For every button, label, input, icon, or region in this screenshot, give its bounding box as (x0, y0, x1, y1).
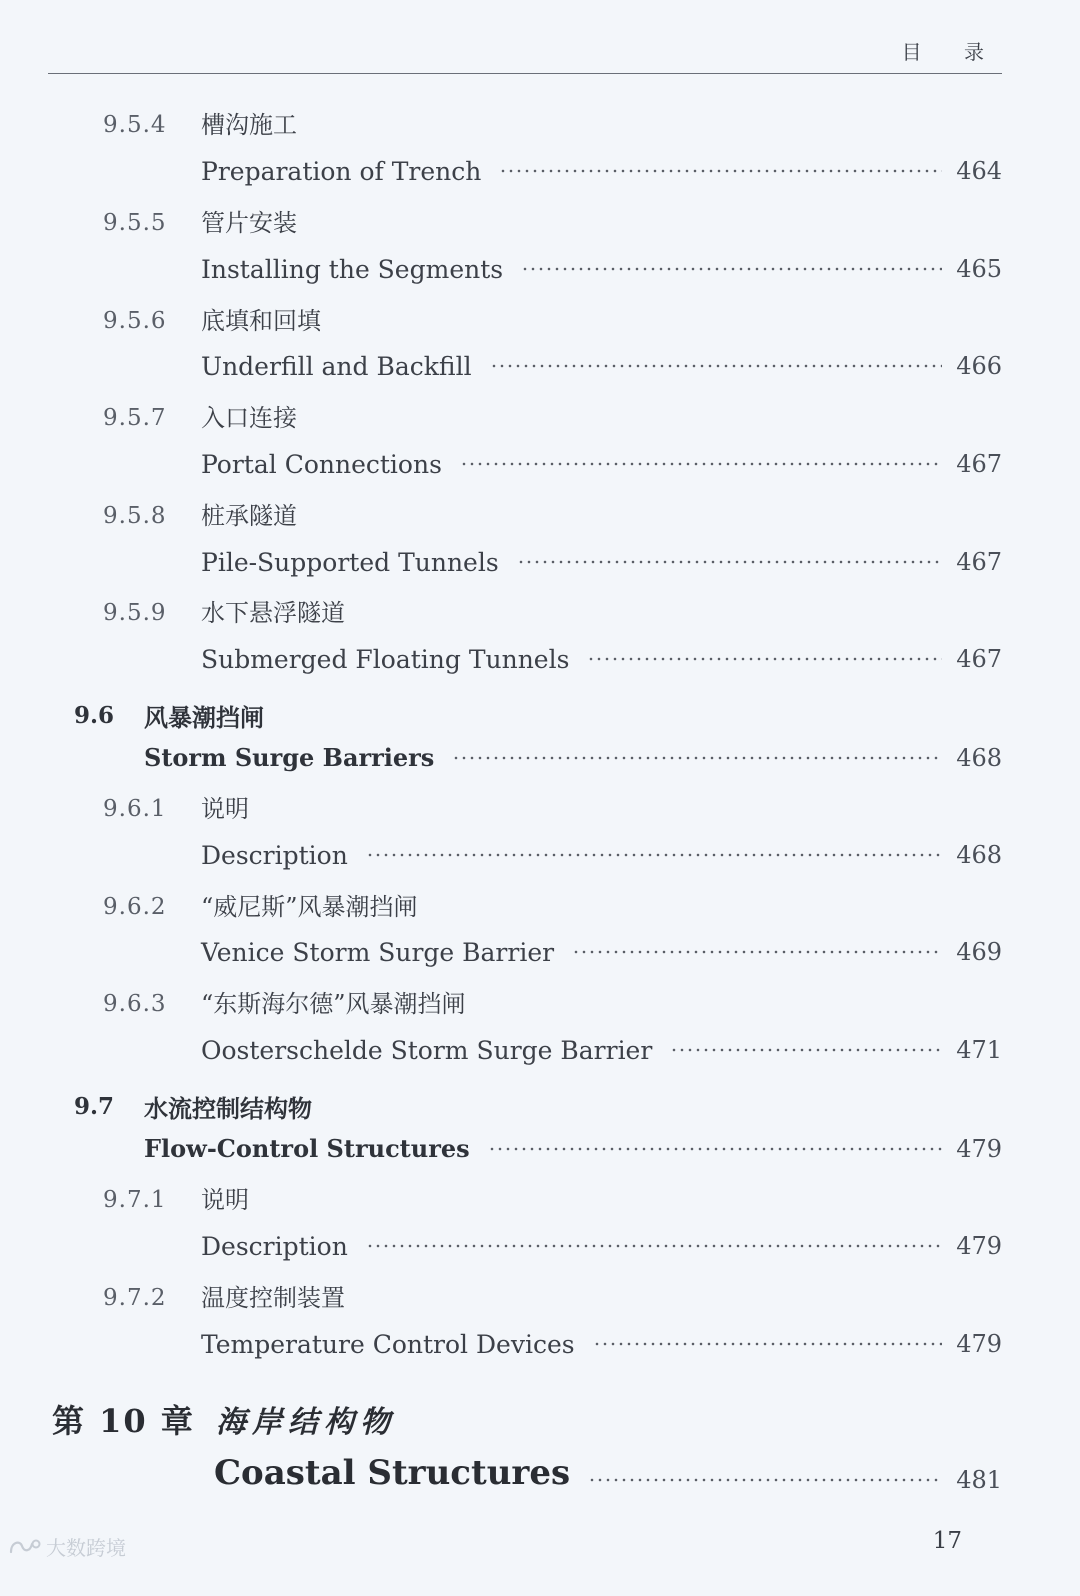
entry-title-en: Description (201, 1231, 348, 1261)
entry-page: 479 (956, 1134, 1002, 1163)
toc-entry-9-7-1-heading (0, 1187, 1002, 1213)
running-header: 目 录 (901, 40, 1002, 64)
toc-entry-9-5-5[interactable] (0, 255, 1002, 283)
dot-leader (593, 1342, 943, 1346)
dot-leader (588, 1478, 942, 1482)
entry-title-zh: 桩承隧道 (201, 502, 297, 530)
entry-title-en: Description (201, 840, 348, 870)
page-number: 17 (932, 1528, 962, 1554)
entry-number: 9.6.3 (103, 991, 167, 1017)
toc-entry-9-6-1-heading (0, 796, 1002, 822)
entry-page: 481 (956, 1466, 1002, 1494)
entry-page: 479 (956, 1232, 1002, 1260)
toc-entry-9-6-2[interactable] (0, 938, 1002, 966)
dot-leader (490, 364, 943, 368)
toc-entry-9-5-6[interactable] (0, 352, 1002, 380)
entry-page: 464 (956, 157, 1002, 185)
entry-number: 9.6.1 (103, 796, 167, 822)
entry-page: 466 (956, 352, 1002, 380)
header-rule (48, 73, 1002, 74)
entry-page: 465 (956, 255, 1002, 283)
entry-title-en: Underfill and Backfill (201, 351, 472, 381)
entry-page: 468 (956, 841, 1002, 869)
watermark (8, 1532, 126, 1561)
toc-chapter-10-heading (0, 1396, 1002, 1442)
entry-page: 467 (956, 645, 1002, 673)
entry-title-en: Pile-Supported Tunnels (201, 547, 499, 577)
entry-number: 9.5.7 (103, 405, 167, 431)
entry-title-en: Submerged Floating Tunnels (201, 644, 570, 674)
entry-number: 9.6.2 (103, 894, 167, 920)
toc-entry-9-7-2-heading (0, 1285, 1002, 1311)
toc-entry-9-6-2-heading (0, 894, 1002, 920)
dot-leader (587, 657, 942, 661)
entry-title-zh: “威尼斯”风暴潮挡闸 (201, 893, 418, 921)
brand-logo-icon (8, 1536, 42, 1558)
dot-leader (521, 267, 942, 271)
toc-entry-9-5-8[interactable] (0, 548, 1002, 576)
toc-entry-9-5-9-heading (0, 600, 1002, 626)
toc-entry-9-5-9[interactable] (0, 645, 1002, 673)
entry-page: 471 (956, 1036, 1002, 1064)
entry-title-zh: 槽沟施工 (201, 111, 297, 139)
toc-entry-9-7-1[interactable] (0, 1232, 1002, 1260)
entry-number: 9.7.1 (103, 1187, 167, 1213)
section-title-zh: 水流控制结构物 (144, 1094, 312, 1123)
entry-title-en: Oosterschelde Storm Surge Barrier (201, 1035, 653, 1065)
dot-leader (572, 950, 942, 954)
toc-section-9-6[interactable] (0, 743, 1002, 772)
chapter-number: 第 10 章 (52, 1402, 195, 1440)
entry-title-en: Preparation of Trench (201, 156, 482, 186)
toc-entry-9-5-6-heading (0, 308, 1002, 334)
entry-title-en: Temperature Control Devices (201, 1329, 575, 1359)
entry-title-zh: 管片安装 (201, 209, 297, 237)
toc-entry-9-5-8-heading (0, 503, 1002, 529)
toc-entry-9-5-5-heading (0, 210, 1002, 236)
dot-leader (517, 560, 943, 564)
entry-page: 467 (956, 450, 1002, 478)
toc-entry-9-6-1[interactable] (0, 841, 1002, 869)
toc-section-9-7[interactable] (0, 1134, 1002, 1163)
toc-entry-9-5-4-heading (0, 112, 1002, 138)
chapter-title-en: Coastal Structures (214, 1453, 571, 1493)
dot-leader (366, 1244, 942, 1248)
toc-section-9-7-heading (0, 1089, 1002, 1124)
entry-number: 9.5.6 (103, 308, 167, 334)
entry-number: 9.5.5 (103, 210, 167, 236)
entry-title-zh: 底填和回填 (201, 307, 321, 335)
toc-entry-9-5-7[interactable] (0, 450, 1002, 478)
entry-title-zh: “东斯海尔德”风暴潮挡闸 (201, 990, 466, 1018)
entry-title-en: Venice Storm Surge Barrier (201, 937, 555, 967)
dot-leader (670, 1048, 942, 1052)
section-title-zh: 风暴潮挡闸 (144, 703, 264, 732)
toc-entry-9-6-3[interactable] (0, 1036, 1002, 1064)
entry-title-zh: 说明 (201, 795, 249, 823)
watermark-text: 大数跨境 (46, 1536, 126, 1560)
toc-entry-9-6-3-heading (0, 991, 1002, 1017)
entry-title-zh: 入口连接 (201, 404, 297, 432)
entry-page: 469 (956, 938, 1002, 966)
entry-title-zh: 水下悬浮隧道 (201, 599, 345, 627)
entry-title-en: Installing the Segments (201, 254, 504, 284)
toc-chapter-10[interactable] (0, 1452, 1002, 1494)
section-title-en: Flow-Control Structures (144, 1134, 470, 1163)
entry-number: 9.5.8 (103, 503, 167, 529)
entry-title-zh: 温度控制装置 (201, 1284, 345, 1312)
entry-number: 9.5.4 (103, 112, 167, 138)
section-number: 9.6 (74, 702, 115, 729)
dot-leader (460, 462, 942, 466)
entry-number: 9.7.2 (103, 1285, 167, 1311)
dot-leader (488, 1147, 943, 1151)
entry-page: 468 (956, 743, 1002, 772)
section-number: 9.7 (74, 1093, 115, 1120)
chapter-title-zh: 海岸结构物 (216, 1405, 396, 1440)
dot-leader (452, 756, 942, 760)
toc-section-9-6-heading (0, 698, 1002, 733)
toc-entry-9-7-2[interactable] (0, 1330, 1002, 1358)
dot-leader (499, 169, 942, 173)
entry-title-zh: 说明 (201, 1186, 249, 1214)
entry-page: 467 (956, 548, 1002, 576)
toc-entry-9-5-7-heading (0, 405, 1002, 431)
section-title-en: Storm Surge Barriers (144, 743, 435, 772)
entry-title-en: Portal Connections (201, 449, 442, 479)
entry-page: 479 (956, 1330, 1002, 1358)
toc-entry-9-5-4[interactable] (0, 157, 1002, 185)
entry-number: 9.5.9 (103, 600, 167, 626)
dot-leader (366, 853, 942, 857)
